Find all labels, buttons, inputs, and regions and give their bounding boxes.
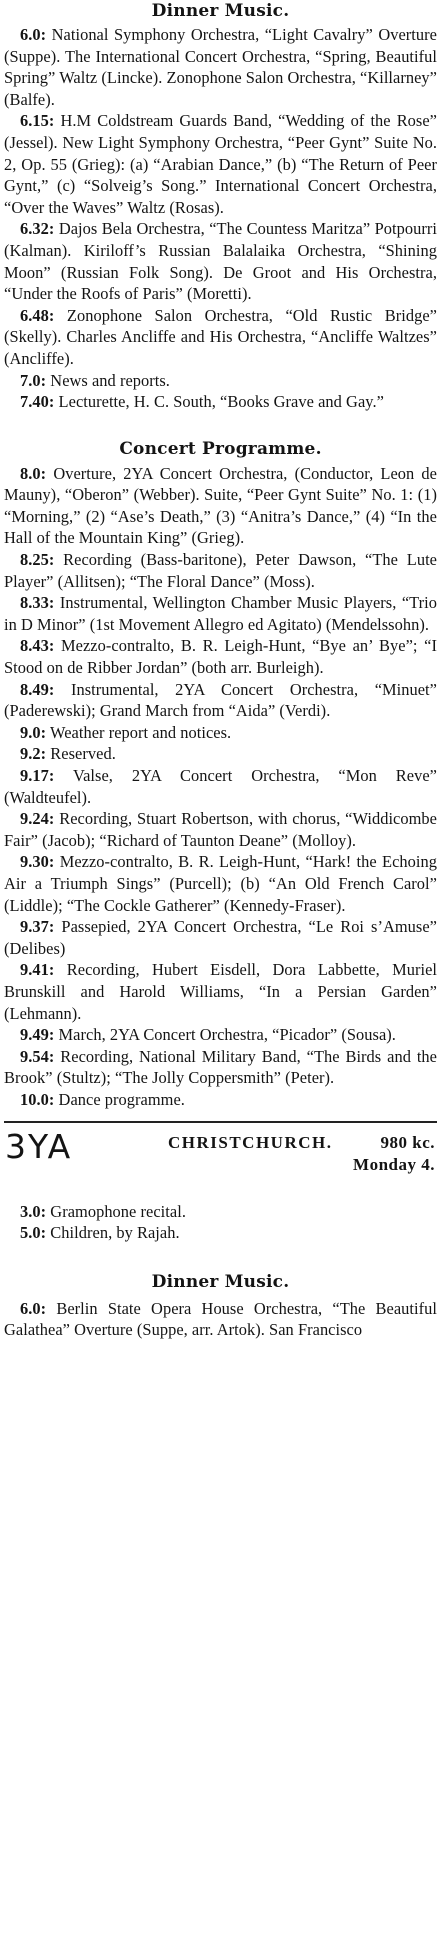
entry-text: Zonophone Salon Orchestra, “Old Rustic Bridge” (Skelly). Charles Ancliffe and His Orchestra, “Ancliffe Waltzes” (Ancliffe).: [4, 305, 437, 368]
programme-entry: [4, 916, 437, 959]
entry-text: Mezzo-contralto, B. R. Leigh-Hunt, “Bye an’ Bye”; “I Stood on de Ribber Jordan” (both arr. Burleigh).: [4, 636, 437, 678]
entry-time: 10.0:: [20, 1089, 55, 1109]
station-city: CHRISTCHURCH.: [168, 1132, 333, 1152]
entry-time: 9.49:: [20, 1025, 55, 1045]
entry-time: 9.37:: [20, 917, 55, 937]
entry-text: Children, by Rajah.: [46, 1223, 180, 1243]
station-callsign: 3YA: [5, 1126, 73, 1166]
programme-entry: [4, 391, 437, 413]
programme-entry: [4, 1298, 437, 1341]
entry-time: 8.49:: [20, 679, 55, 699]
entry-text: Recording, National Military Band, “The Birds and the Brook” (Stultz); “The Jolly Coppersmith” (Peter).: [4, 1046, 437, 1088]
programme-entry: [4, 808, 437, 851]
entry-time: 7.0:: [20, 370, 47, 390]
section-heading-concert-programme: Concert Programme.: [119, 438, 322, 459]
entry-time: 5.0:: [20, 1223, 47, 1243]
entry-text: Recording, Hubert Eisdell, Dora Labbette, Muriel Brunskill and Harold Williams, “In a Persian Garden” (Lehmann).: [4, 960, 437, 1023]
entry-time: 6.48:: [20, 305, 55, 325]
entry-text: Lecturette, H. C. South, “Books Grave and Gay.”: [54, 392, 384, 412]
entry-time: 8.25:: [20, 550, 55, 570]
entry-text: H.M Coldstream Guards Band, “Wedding of the Rose” (Jessel). New Light Symphony Orchestra, “Peer Gynt” Suite No. 2, Op. 55 (Grieg): (a) “Arabian Dance,” (b) “The Return of Peer Gynt,” (c) “Solveig’s Song.” International Concert Orchestra, “Over the Waves” Waltz (Rosas).: [4, 111, 437, 217]
programme-entry: [4, 679, 437, 722]
programme-entry: [4, 110, 437, 218]
entry-text: Dajos Bela Orchestra, “The Countess Maritza” Potpourri (Kalman). Kiriloff’s Russian Balalaika Orchestra, “Shining Moon” (Russian Folk Song). De Groot and His Orchestra, “Under the Roofs of Paris” (Moretti).: [4, 219, 437, 304]
programme-entry: [4, 305, 437, 370]
entry-time: 9.17:: [20, 766, 55, 785]
entry-time: 7.40:: [20, 392, 55, 412]
entry-time: 3.0:: [20, 1201, 47, 1221]
dinner-music-list: [4, 24, 437, 413]
entry-text: Weather report and notices.: [46, 722, 232, 742]
entry-text: March, 2YA Concert Orchestra, “Picador” (Sousa).: [54, 1025, 396, 1045]
entry-time: 6.0:: [20, 1298, 47, 1318]
programme-entry: [4, 24, 437, 110]
programme-entry: [4, 1046, 437, 1089]
programme-entry: [4, 1222, 437, 1244]
section-heading-dinner-music: Dinner Music.: [151, 1, 290, 21]
spacer: [4, 413, 437, 439]
entry-time: 8.43:: [20, 636, 55, 656]
concert-programme-list: [4, 463, 437, 1111]
programme-entry: [4, 592, 437, 635]
programme-entry: [4, 722, 437, 744]
entry-time: 9.41:: [20, 960, 55, 980]
programme-entry: [4, 1089, 437, 1111]
entry-text: Gramophone recital.: [46, 1201, 186, 1221]
programme-entry: [4, 765, 437, 808]
entry-text: Recording, Stuart Robertson, with chorus, “Widdicombe Fair” (Jacob); “Richard of Taunton Deane” (Molloy).: [4, 809, 437, 850]
entry-time: 9.30:: [20, 852, 55, 872]
entry-time: 9.24:: [20, 809, 55, 829]
programme-entry: [4, 549, 437, 592]
dinner-music-3ya-list: [4, 1298, 437, 1341]
entry-time: 8.0:: [20, 463, 47, 483]
spacer: [4, 1244, 437, 1272]
entry-time: 9.2:: [20, 744, 47, 764]
station-header: [4, 1123, 437, 1187]
entry-text: Dance programme.: [54, 1089, 185, 1109]
programme-entry: [4, 635, 437, 678]
programme-entry: [4, 370, 437, 392]
afternoon-list: [4, 1201, 437, 1244]
entry-text: Valse, 2YA Concert Orchestra, “Mon Reve” (Waldteufel).: [4, 766, 437, 807]
entry-time: 6.0:: [20, 25, 47, 44]
entry-text: Instrumental, 2YA Concert Orchestra, “Minuet” (Paderewski); Grand March from “Aida” (Verdi).: [4, 679, 437, 721]
section-heading-dinner-music-3ya: Dinner Music.: [151, 1271, 290, 1292]
station-frequency: 980 kc.: [380, 1132, 435, 1152]
programme-entry: [4, 743, 437, 765]
programme-entry: [4, 463, 437, 549]
entry-text: Berlin State Opera House Orchestra, “The Beautiful Galathea” Overture (Suppe, arr. Artok). San Francisco: [4, 1298, 437, 1340]
programme-entry: [4, 1024, 437, 1046]
entry-text: National Symphony Orchestra, “Light Cavalry” Overture (Suppe). The International Concert Orchestra, “Spring, Beautiful Spring” Waltz (Lincke). Zonophone Salon Orchestra, “Killarney” (Balfe).: [4, 25, 437, 109]
entry-time: 9.0:: [20, 722, 47, 742]
entry-time: 6.15:: [20, 111, 55, 131]
entry-text: Mezzo-contralto, B. R. Leigh-Hunt, “Hark! the Echoing Air a Triumph Sings” (Purcell); (b) “An Old French Carol” (Liddle); “The Cockle Gatherer” (Kennedy-Fraser).: [4, 852, 437, 915]
spacer: [4, 1187, 437, 1201]
entry-text: Recording (Bass-baritone), Peter Dawson, “The Lute Player” (Allitsen); “The Floral Dance” (Moss).: [4, 550, 437, 591]
programme-entry: [4, 959, 437, 1024]
programme-entry: [4, 218, 437, 304]
entry-text: News and reports.: [46, 370, 170, 390]
entry-time: 9.54:: [20, 1046, 55, 1066]
entry-text: Overture, 2YA Concert Orchestra, (Conductor, Leon de Mauny), “Oberon” (Webber). Suite, “Peer Gynt Suite” No. 1: (1) “Morning,” (2) “Ase’s Death,” (3) “Anitra’s Dance,” (4) “In the Hall of the Mountain King” (Grieg).: [4, 463, 437, 548]
programme-entry: [4, 851, 437, 916]
station-day: Monday 4.: [353, 1154, 435, 1174]
entry-time: 6.32:: [20, 219, 55, 239]
programme-entry: [4, 1201, 437, 1223]
entry-text: Passepied, 2YA Concert Orchestra, “Le Roi s’Amuse” (Delibes): [4, 917, 437, 958]
entry-text: Reserved.: [46, 744, 116, 764]
entry-time: 8.33:: [20, 593, 55, 613]
entry-text: Instrumental, Wellington Chamber Music Players, “Trio in D Minor” (1st Movement Allegro ed Agitato) (Mendelssohn).: [4, 593, 437, 634]
